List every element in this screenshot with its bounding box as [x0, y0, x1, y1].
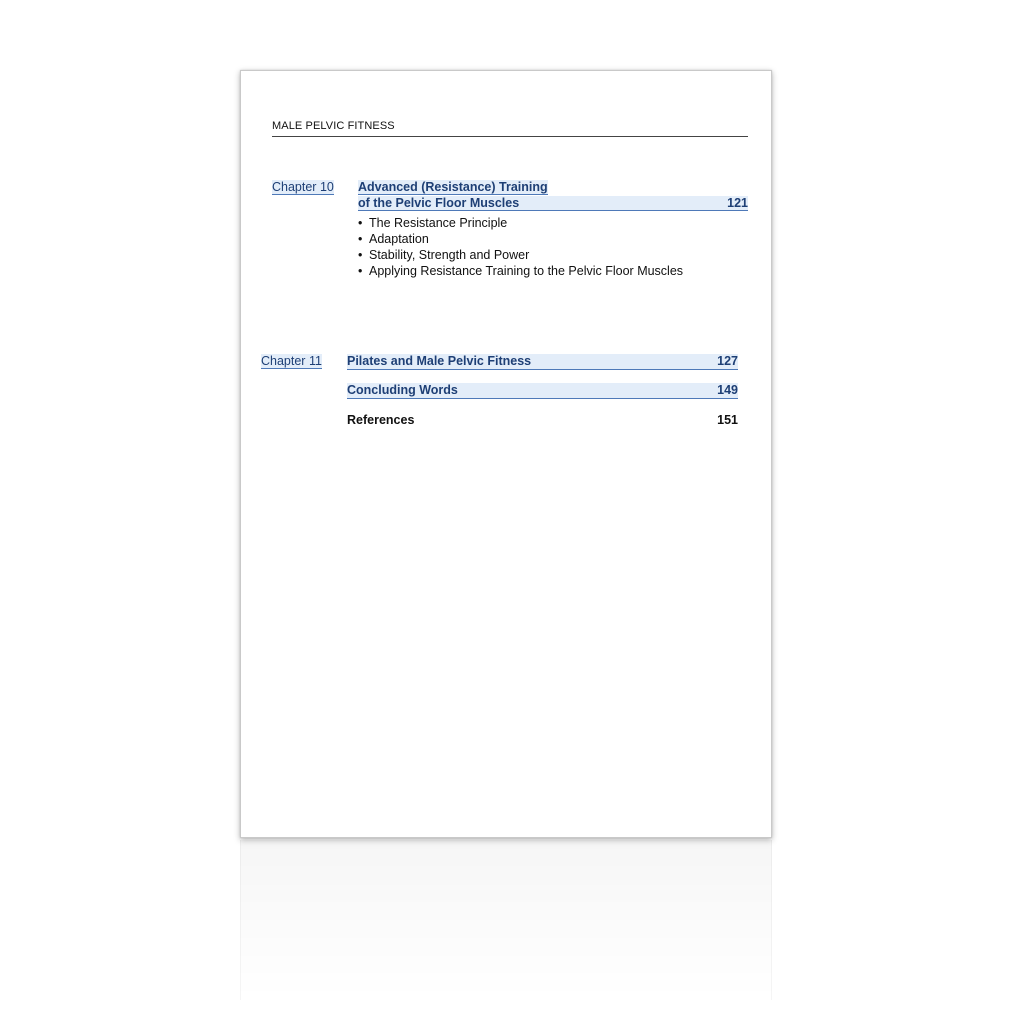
- references-entry: [347, 413, 738, 428]
- chapter-10-title-line1: Advanced (Resistance) Training: [358, 180, 548, 194]
- chapter-10-label-link[interactable]: Chapter 10: [272, 180, 334, 194]
- topic-text: The Resistance Principle: [369, 216, 508, 230]
- concluding-words-title: Concluding Words: [347, 383, 458, 397]
- concluding-words-page-number: 149: [717, 383, 738, 397]
- references-page-number: 151: [717, 413, 738, 427]
- chapter-10-page-number: 121: [727, 196, 748, 210]
- document-page: [240, 70, 772, 838]
- topic-text: Stability, Strength and Power: [369, 248, 530, 262]
- chapter-11-label-link[interactable]: Chapter 11: [261, 354, 322, 368]
- chapter-10-title-line2: of the Pelvic Floor Muscles: [358, 196, 520, 210]
- chapter-10-title-line1-link[interactable]: [358, 180, 548, 194]
- bullet-icon: •: [358, 264, 363, 278]
- bullet-icon: •: [358, 216, 363, 230]
- chapter-10-topic-list: [358, 215, 683, 279]
- list-item: [358, 247, 683, 263]
- concluding-words-entry-link[interactable]: [347, 383, 738, 399]
- topic-text: Adaptation: [369, 232, 429, 246]
- list-item: [358, 263, 683, 279]
- list-item: [358, 231, 683, 247]
- references-title: References: [347, 413, 415, 427]
- bullet-icon: •: [358, 232, 363, 246]
- bullet-icon: •: [358, 248, 363, 262]
- page-reflection: [240, 840, 772, 1000]
- chapter-11-entry-link[interactable]: [347, 354, 738, 370]
- list-item: [358, 215, 683, 231]
- chapter-11-title: Pilates and Male Pelvic Fitness: [347, 354, 532, 368]
- topic-text: Applying Resistance Training to the Pelvic Floor Muscles: [369, 264, 684, 278]
- chapter-10-title-line2-link[interactable]: [358, 196, 748, 211]
- header-rule: [272, 136, 748, 137]
- running-head: MALE PELVIC FITNESS: [272, 120, 395, 132]
- chapter-11-page-number: 127: [717, 354, 738, 368]
